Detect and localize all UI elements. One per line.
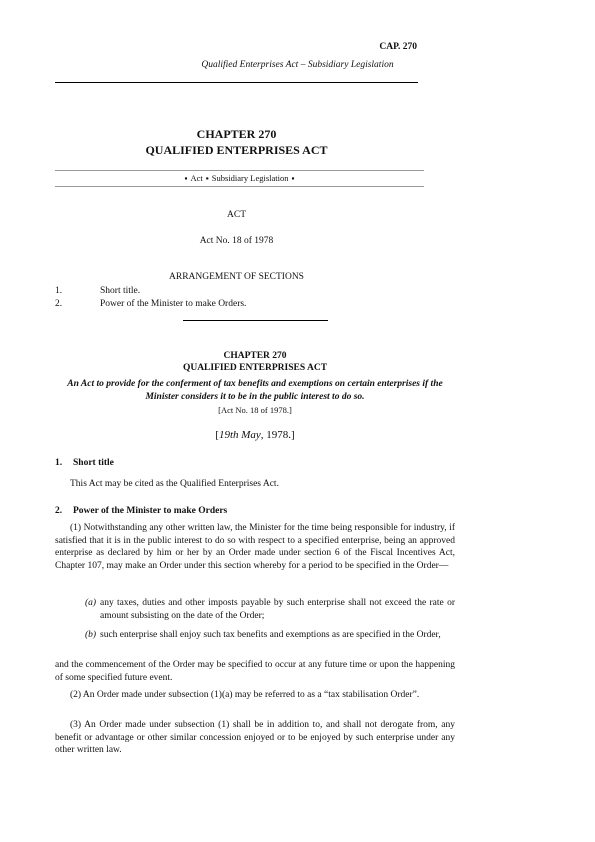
paragraph-label: (a): [85, 598, 97, 608]
section-1-text: This Act may be cited as the Qualified Enterprises Act.: [70, 479, 279, 489]
subsection-1-text: (1) Notwithstanding any other written law, the Minister for the time being responsible for industry, if satisfied that it is in the public interest to do so with respect to a specified enterprise, being an approved enterprise as declared by him or her by an Order made under section 6 of the Fiscal Incentives Act, Chapter 107, may make an Order under this section whereby for a period to be specified in the Order—: [55, 523, 455, 571]
subsection-1-tail: and the commencement of the Order may be specified to occur at any future time or upon the happening of some specified future event.: [55, 660, 455, 683]
section-number: 2.: [55, 506, 63, 516]
toc-number: 2.: [55, 299, 63, 309]
bullet-icon: ▪: [205, 173, 209, 183]
act-heading: ACT: [227, 210, 246, 220]
toc-number: 1.: [55, 286, 63, 296]
paragraph-b: [55, 629, 455, 655]
toc-title: Short title.: [100, 286, 141, 296]
nav-link-act[interactable]: Act: [190, 173, 203, 183]
body-chapter-subtitle: QUALIFIED ENTERPRISES ACT: [182, 363, 328, 373]
paragraph-a: [55, 597, 455, 623]
paragraph-label: (b): [85, 630, 97, 640]
section-title: Short title: [73, 458, 114, 468]
nav-rule-top: [55, 170, 424, 171]
act-number: Act No. 18 of 1978: [199, 236, 274, 246]
body-chapter-title: CHAPTER 270: [223, 351, 287, 361]
nav-link-subsidiary-legislation[interactable]: Subsidiary Legislation: [211, 173, 289, 183]
toc-item-short-title[interactable]: [55, 286, 418, 299]
section-2-heading: [55, 506, 227, 516]
header-rule: [55, 82, 418, 83]
section-number: 1.: [55, 458, 63, 468]
subsection-2-text: (2) An Order made under subsection (1)(a) may be referred to as a “tax stabilisation Order”.: [70, 690, 420, 700]
bullet-icon: ▪: [291, 173, 295, 183]
section-title: Power of the Minister to make Orders: [73, 506, 228, 516]
toc-title: Power of the Minister to make Orders.: [100, 299, 247, 309]
bullet-icon: ▪: [184, 173, 188, 183]
toc-item-power-of-minister[interactable]: [55, 299, 418, 312]
navigation-bar: [55, 173, 424, 183]
section-1-heading: [55, 458, 114, 468]
arrangement-heading: ARRANGEMENT OF SECTIONS: [169, 272, 304, 282]
chapter-title: CHAPTER 270: [196, 127, 277, 141]
subsection-3-text: (3) An Order made under subsection (1) shall be in addition to, and shall not derogate from, any benefit or advantage or other similar concession enjoyed or to be enjoyed by such enterprise under any other written law.: [55, 720, 455, 756]
chapter-subtitle: QUALIFIED ENTERPRISES ACT: [145, 143, 328, 157]
running-header: Qualified Enterprises Act – Subsidiary Legislation: [201, 60, 394, 70]
act-reference: [Act No. 18 of 1978.]: [218, 405, 292, 415]
long-title: An Act to provide for the conferment of tax benefits and exemptions on certain enterprises if the Minister considers it to be in the public interest to do so.: [67, 379, 443, 402]
commencement-date: [19th May, 1978.]: [215, 429, 295, 441]
nav-rule-bottom: [55, 186, 424, 187]
section-divider: [183, 320, 328, 321]
paragraph-text: such enterprise shall enjoy such tax benefits and exemptions as are specified in the Order,: [100, 630, 441, 640]
page-label: CAP. 270: [379, 42, 417, 52]
paragraph-text: any taxes, duties and other imposts payable by such enterprise shall not exceed the rate or amount subsisting on the date of the Order;: [100, 598, 455, 621]
